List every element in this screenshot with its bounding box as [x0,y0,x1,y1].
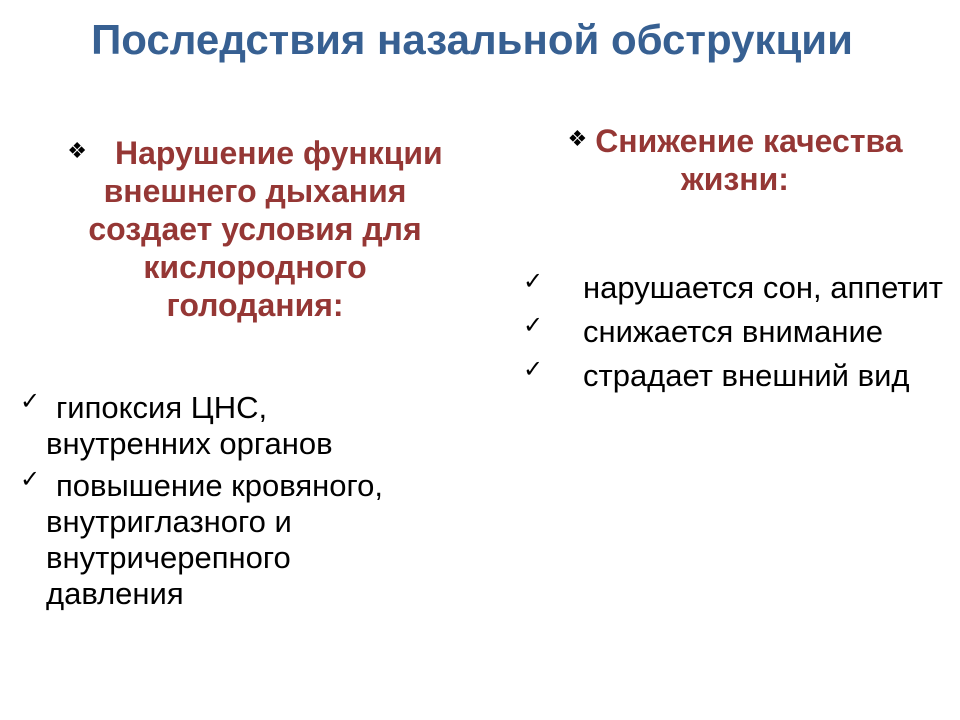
list-item [10,468,430,612]
left-list [10,390,430,618]
list-item-text: гипоксия ЦНС, внутренних органов [46,390,333,461]
list-item-text: повышение кровяного, внутриглазного и внутричерепного давления [46,468,383,611]
checkmark-icon: ✓ [523,312,544,339]
left-heading-block [60,132,450,324]
slide-title: Последствия назальной обструкции [91,16,853,63]
list-item [10,390,430,462]
checkmark-icon: ✓ [523,268,544,295]
diamond-bullet-icon: ❖ [67,138,87,163]
right-list [513,270,943,402]
right-heading: Снижение качества жизни: [595,123,903,197]
diamond-bullet-icon: ❖ [567,126,588,151]
list-item [513,358,943,394]
checkmark-icon: ✓ [20,388,41,415]
list-item [513,314,943,350]
left-heading: Нарушение функции внешнего дыхания создает условия для кислородного голодания: [88,135,443,323]
checkmark-icon: ✓ [523,356,544,383]
list-item-text: страдает внешний вид [583,358,910,393]
list-item-text: нарушается сон, аппетит [583,270,943,305]
list-item [513,270,943,306]
right-heading-block [525,120,945,198]
checkmark-icon: ✓ [20,466,41,493]
list-item-text: снижается внимание [583,314,884,349]
